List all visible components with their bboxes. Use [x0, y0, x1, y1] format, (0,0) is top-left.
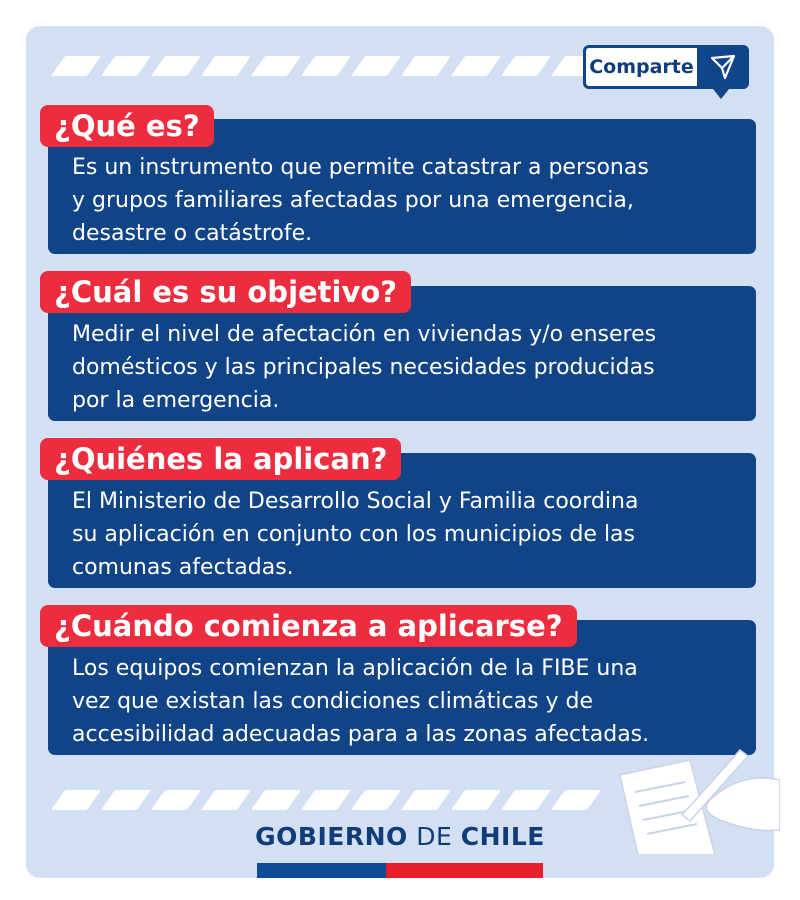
flag-bar-red — [386, 863, 543, 878]
brand-word-3: CHILE — [460, 822, 545, 851]
card-question-tag: ¿Qué es? — [40, 105, 214, 147]
card-question-tag: ¿Cuándo comienza a aplicarse? — [40, 605, 577, 647]
send-icon — [697, 45, 749, 89]
card-answer: El Ministerio de Desarrollo Social y Familia coordina su aplicación en conjunto con los municipios de las comunas afectadas. — [72, 489, 639, 580]
card-answer: Los equipos comienzan la aplicación de la FIBE una vez que existan las condiciones climáticas y de accesibilidad adecuadas para a las zonas afectadas. — [72, 656, 650, 747]
card-answer: Es un instrumento que permite catastrar a personas y grupos familiares afectadas por una emergencia, desastre o catástrofe. — [72, 155, 649, 246]
flag-bar-blue — [257, 863, 386, 878]
share-label: Comparte — [589, 56, 694, 78]
card-answer: Medir el nivel de afectación en viviendas y/o enseres domésticos y las principales necesidades producidas por la emergencia. — [72, 322, 657, 413]
brand-word-1: GOBIERNO — [255, 822, 408, 851]
decorative-stripes-top — [48, 56, 593, 76]
card-question-tag: ¿Cuál es su objetivo? — [40, 271, 411, 313]
card-question-tag: ¿Quiénes la aplican? — [40, 438, 401, 480]
hand-writing-form-icon — [590, 720, 780, 855]
brand-word-2: DE — [416, 822, 453, 851]
decorative-stripes-bottom — [48, 790, 608, 810]
share-button[interactable] — [583, 45, 749, 89]
